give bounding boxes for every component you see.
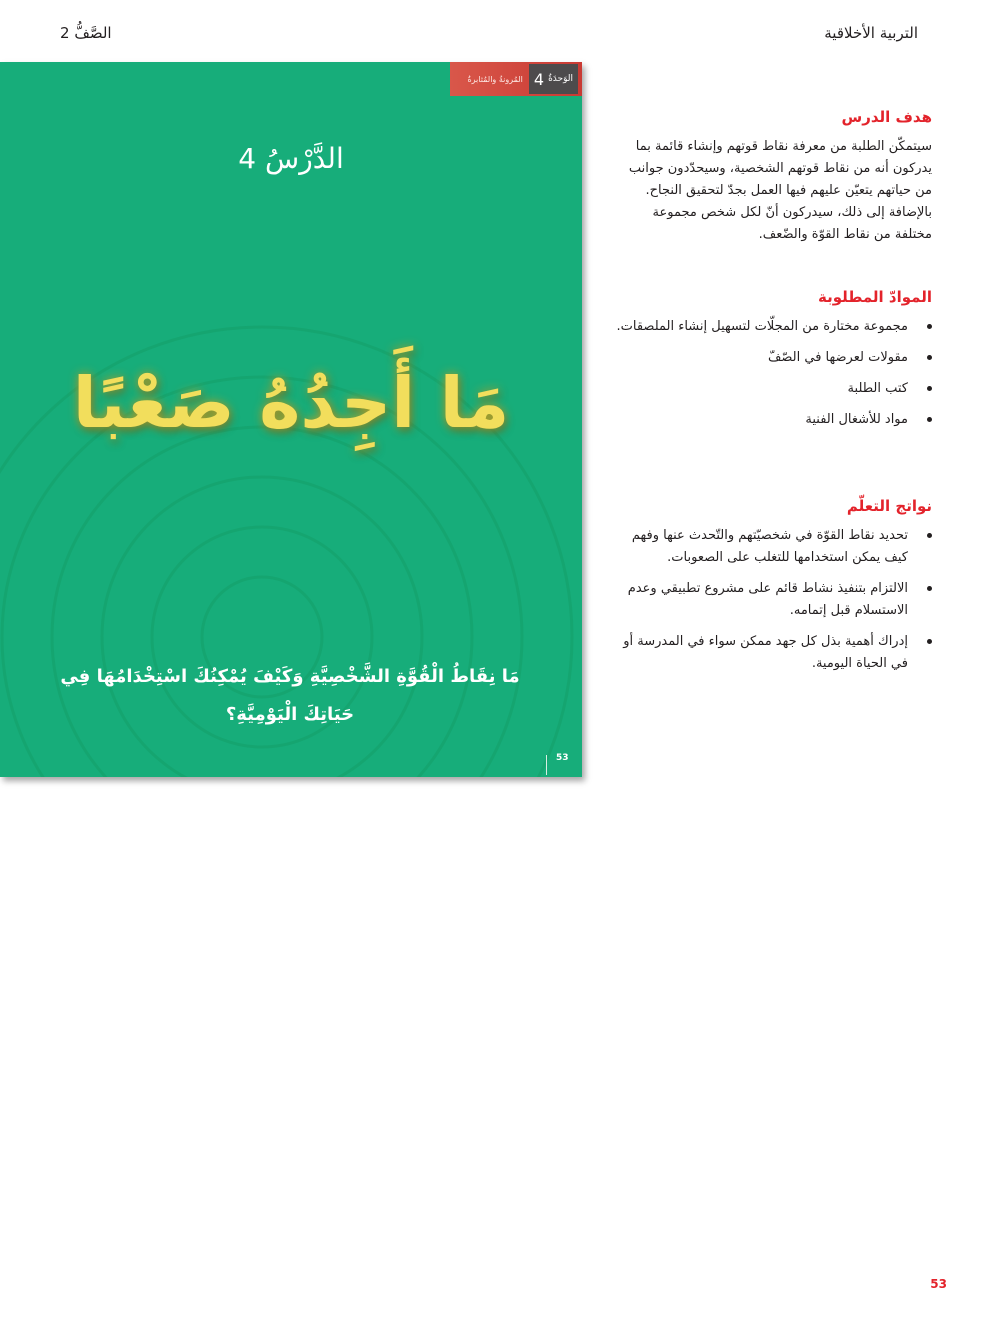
list-item: مقولات لعرضها في الصّفّ [612, 347, 932, 369]
materials-title: الموادّ المطلوبة [818, 288, 932, 306]
unit-tag [450, 62, 582, 96]
list-item: إدراك أهمية بذل كل جهد ممكن سواء في المدرسة أو في الحياة اليومية. [612, 631, 932, 675]
outcomes-section [612, 497, 932, 684]
list-item: تحديد نقاط القوّة في شخصيّتهم والتّحدث عنها وفهم كيف يمكن استخدامها للتغلب على الصعوبات. [612, 525, 932, 569]
lesson-cover-image [0, 62, 582, 777]
list-item: مجموعة مختارة من المجلّات لتسهيل إنشاء الملصقات. [612, 316, 932, 338]
cover-page-number: 53 [556, 753, 569, 763]
materials-section [612, 288, 932, 440]
list-item: كتب الطلبة [612, 378, 932, 400]
lesson-question: مَا نِقَاطُ الْقُوَّةِ الشَّخْصِيَّةِ وَكَيْفَ يُمْكِنُكَ اسْتِخْدَامُهَا فِي حَيَاتِكَ الْيَوْمِيَّةِ؟ [60, 666, 520, 725]
outcomes-title: نواتج التعلّم [846, 497, 932, 515]
page-number: 53 [930, 1277, 947, 1291]
header-subject: التربية الأخلاقية [824, 24, 918, 42]
lesson-label: الدَّرْسُ 4 [238, 142, 344, 175]
list-item: الالتزام بتنفيذ نشاط قائم على مشروع تطبيقي وعدم الاستسلام قبل إتمامه. [612, 578, 932, 622]
outcomes-list [612, 525, 932, 675]
unit-number-box [529, 64, 578, 94]
materials-list [612, 316, 932, 431]
objective-title: هدف الدرس [841, 108, 932, 126]
lesson-title: مَا أَجِدُهُ صَعْبًا [72, 362, 510, 444]
objective-text: سيتمكّن الطلبة من معرفة نقاط قوتهم وإنشاء قائمة بما يدركون أنه من نقاط قوتهم الشخصية، وسيحدّدون جوانب من حياتهم يتعيّن عليهم فيها العمل بجدّ لتحقيق النجاح. بالإضافة إلى ذلك، سيدركون أنّ لكل شخص مجموعة مختلفة من نقاط القوّة والضّعف. [628, 139, 932, 242]
header-grade: الصَّفُّ 2 [60, 24, 112, 42]
list-item: مواد للأشغال الفنية [612, 409, 932, 431]
unit-label: الوَحدَةُ [548, 74, 573, 84]
unit-name: المُرونةُ والمُثابرةُ [467, 74, 523, 84]
page-divider [546, 755, 547, 775]
objective-section [612, 108, 932, 246]
unit-number: 4 [533, 69, 545, 89]
